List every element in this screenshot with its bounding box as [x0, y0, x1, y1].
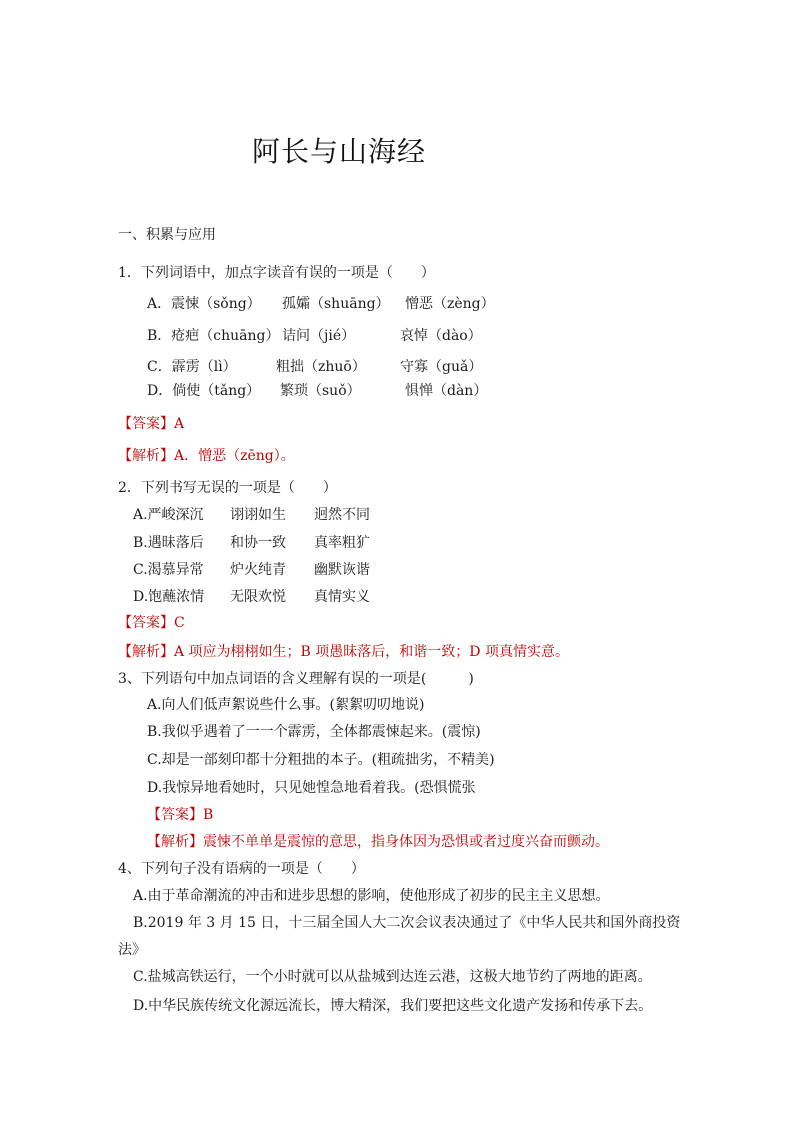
q3-option-d: D.我惊异地看她时，只见她惶急地看着我。(恐惧慌张	[147, 780, 476, 796]
q1-answer-label: 【答案】	[118, 416, 174, 432]
q2-option-c-1: C.渴慕异常	[133, 562, 204, 578]
q1-analysis-text: A．憎恶（zēng）。	[174, 448, 295, 464]
q2-option-d-2: 无限欢悦	[230, 589, 286, 605]
q4-option-a: A.由于革命潮流的冲击和进步思想的影响，使他形成了初步的民主主义思想。	[133, 888, 610, 904]
q3-stem: 3、下列语句中加点词语的含义理解有误的一项是( )	[118, 671, 474, 687]
q2-analysis-text: A 项应为栩栩如生；B 项愚昧落后，和谐一致；D 项真情实意。	[174, 644, 569, 660]
q1-option-d-1: D．倘使（tǎng）	[147, 383, 261, 399]
q2-option-a-2: 诩诩如生	[230, 507, 286, 523]
q2-answer	[118, 614, 185, 632]
q3-answer	[147, 806, 213, 824]
q2-option-b-1: B.遇昧落后	[133, 535, 204, 551]
q2-option-a-3: 迥然不同	[314, 507, 370, 523]
q4-option-d: D.中华民族传统文化源远流长，博大精深，我们要把这些文化遗产发扬和传承下去。	[133, 998, 653, 1014]
q4-option-c: C.盐城高铁运行，一个小时就可以从盐城到达连云港，这极大地节约了两地的距离。	[133, 969, 652, 985]
q2-answer-label: 【答案】	[118, 615, 174, 631]
q2-option-d-3: 真情实义	[314, 589, 370, 605]
q2-option-b-3: 真率粗犷	[314, 535, 370, 551]
q1-option-b-3: 哀悼（dào）	[400, 328, 482, 344]
q2-analysis	[118, 643, 569, 661]
q3-option-a: A.向人们低声絮说些什么事。(絮絮叨叨地说)	[147, 697, 425, 713]
q1-option-a-1: A．震悚（sǒng）	[147, 296, 261, 312]
q1-option-d-2: 繁琐（suǒ）	[280, 383, 361, 399]
q2-stem: 2．下列书写无误的一项是（ ）	[118, 480, 337, 496]
q1-option-c-3: 守寡（guǎ）	[400, 359, 483, 375]
q1-option-b-2: 诘问（jié）	[282, 328, 356, 344]
q2-option-b-2: 和协一致	[230, 535, 286, 551]
q1-answer	[118, 415, 184, 433]
q2-answer-value: C	[174, 615, 185, 631]
q3-answer-value: B	[203, 807, 214, 823]
q2-option-a-1: A.严峻深沉	[133, 507, 204, 523]
section-heading: 一、积累与应用	[118, 227, 216, 243]
page-title: 阿长与山海经	[252, 135, 427, 168]
q3-analysis-text: 震悚不单单是震惊的意思，指身体因为恐惧或者过度兴奋而颤动。	[203, 834, 609, 850]
q2-option-d-1: D.饱蘸浓情	[133, 589, 205, 605]
q1-option-d-3: 惧惮（dàn）	[405, 383, 488, 399]
q2-option-c-3: 幽默诙谐	[314, 562, 370, 578]
q2-option-c-2: 炉火纯青	[230, 562, 286, 578]
q3-answer-label: 【答案】	[147, 807, 203, 823]
q1-option-c-1: C．霹雳（lì）	[147, 359, 237, 375]
q1-answer-value: A	[174, 416, 185, 432]
q1-stem: 1．下列词语中，加点字读音有误的一项是（ ）	[118, 265, 435, 281]
q4-option-b: B.2019 年 3 月 15 日，十三届全国人大二次会议表决通过了《中华人民共和国外商投资	[133, 915, 681, 931]
q1-option-c-2: 粗拙（zhuō）	[276, 359, 366, 375]
q4-option-b-continued: 法》	[118, 942, 146, 958]
q1-analysis	[118, 447, 295, 465]
q3-option-b: B.我似乎遇着了一一个霹雳，全体都震悚起来。(震惊)	[147, 724, 481, 740]
q3-analysis-label: 【解析】	[147, 834, 203, 850]
q1-option-a-3: 憎恶（zèng）	[405, 296, 495, 312]
q2-analysis-label: 【解析】	[118, 644, 174, 660]
q1-option-a-2: 孤孀（shuāng）	[282, 296, 390, 312]
q3-analysis	[147, 833, 609, 851]
q1-option-b-1: B．疮疤（chuāng）	[147, 328, 280, 344]
q1-analysis-label: 【解析】	[118, 448, 174, 464]
q3-option-c: C.却是一部刻印都十分粗拙的本子。(粗疏拙劣，不精美)	[147, 752, 495, 768]
q4-stem: 4、下列句子没有语病的一项是（ ）	[118, 861, 365, 877]
